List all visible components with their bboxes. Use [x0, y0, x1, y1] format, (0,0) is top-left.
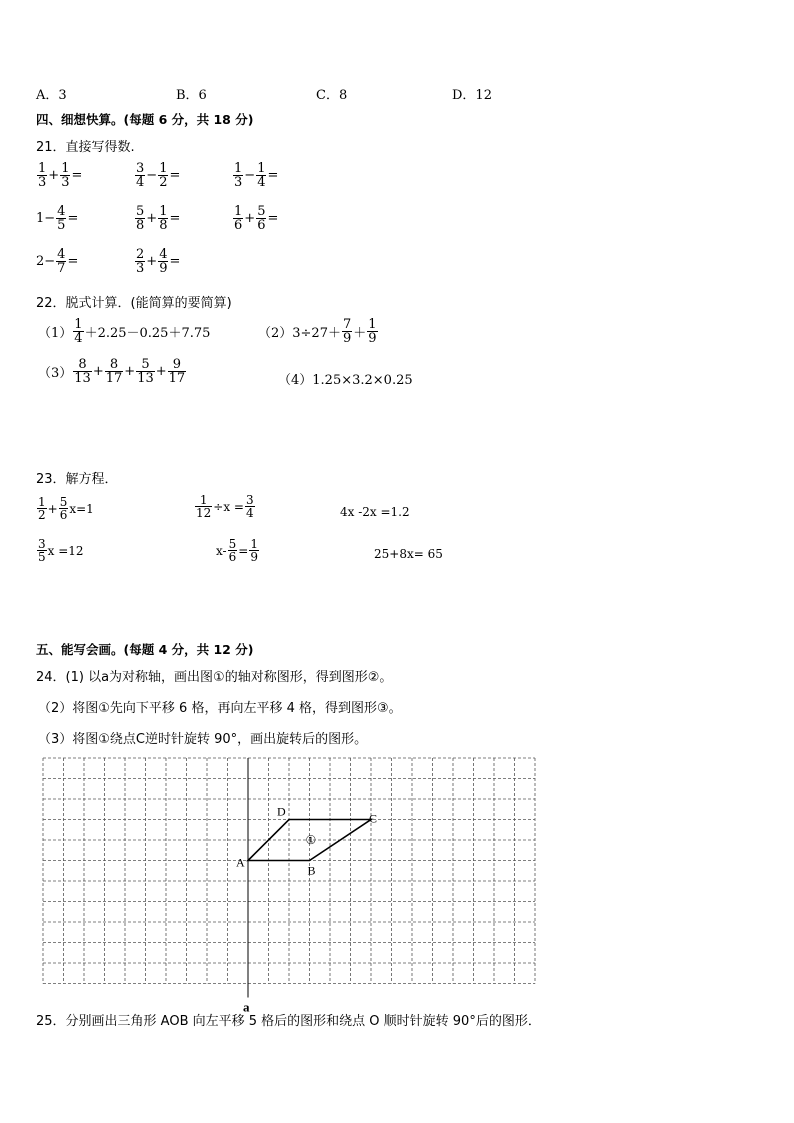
q23-eq6: 25+8x= 65	[374, 547, 443, 561]
q21-item: $\frac{1}{6}$ + $\frac{5}{6}$ =	[234, 204, 279, 233]
q23-eq2: $\frac{1}{12}$ ÷x = $\frac{3}{4}$	[196, 493, 254, 520]
point-c-label: C	[369, 811, 378, 826]
axis-label: a	[243, 999, 250, 1015]
q22-p1-rest: ＋2.25－0.25＋7.75	[84, 326, 211, 341]
q21-item: $\frac{1}{3}$ + $\frac{1}{3}$ =	[38, 161, 83, 190]
q21-item: $\frac{5}{8}$ + $\frac{1}{8}$ =	[136, 204, 181, 233]
q24-line1: 24．(1) 以a为对称轴，画出图①的轴对称图形，得到图形②。	[36, 670, 393, 685]
q24-line2: （2）将图①先向下平移 6 格，再向左平移 4 格，得到图形③。	[38, 701, 402, 716]
point-b-label: B	[307, 863, 316, 878]
q23-eq3: 4x -2x =1.2	[340, 505, 410, 519]
q24-line3: （3）将图①绕点C逆时针旋转 90°，画出旋转后的图形。	[38, 732, 368, 747]
choice-b: B．6	[176, 88, 207, 103]
q22-part3: （3） $\frac{8}{13}$ + $\frac{8}{17}$ + $\frac{5}{13}$ + $\frac{9}{17}$	[38, 357, 186, 386]
point-a-label: A	[236, 855, 245, 870]
q22-p1-frac: $\frac{1}{4}$	[74, 317, 83, 346]
q22-title: 22．脱式计算．(能简算的要简算)	[36, 296, 232, 311]
section4-title: 四、细想快算。(每题 6 分，共 18 分)	[36, 112, 254, 127]
q23-eq5: x- $\frac{5}{6}$ = $\frac{1}{9}$	[216, 537, 258, 564]
q22-part2: （2）3÷27＋ $\frac{7}{9}$ ＋ $\frac{1}{9}$	[258, 317, 377, 346]
q21-item: $\frac{3}{4}$ − $\frac{1}{2}$ =	[136, 161, 181, 190]
q21-item: $\frac{1}{3}$ − $\frac{1}{4}$ =	[234, 161, 279, 190]
q23-title: 23．解方程．	[36, 472, 118, 487]
figure1-label: ①	[305, 833, 317, 847]
q23-eq1: $\frac{1}{2}$ + $\frac{5}{6}$ x=1	[38, 495, 94, 522]
q23-eq4: $\frac{3}{5}$ x =12	[38, 537, 84, 564]
choice-a: A．3	[36, 88, 67, 103]
choice-c: C．8	[316, 88, 348, 103]
grid-lines	[43, 758, 535, 984]
section5-title: 五、能写会画。(每题 4 分，共 12 分)	[36, 642, 254, 657]
q21-item: 1− $\frac{4}{5}$ =	[36, 204, 79, 233]
point-d-label: D	[277, 804, 286, 819]
q21-item: $\frac{2}{3}$ + $\frac{4}{9}$ =	[136, 247, 181, 276]
q25-text: 25．分别画出三角形 AOB 向左平移 5 格后的图形和绕点 O 顺时针旋转 90°后的图形．	[36, 1014, 541, 1029]
q21-title: 21．直接写得数.	[36, 140, 135, 155]
q22-part1	[38, 318, 210, 345]
q22-p1-label: （1）	[38, 326, 73, 341]
q22-part4: （4）1.25×3.2×0.25	[278, 373, 413, 388]
grid-figure	[30, 750, 530, 1015]
choice-d: D．12	[452, 88, 492, 103]
q21-item: 2− $\frac{4}{7}$ =	[36, 247, 79, 276]
